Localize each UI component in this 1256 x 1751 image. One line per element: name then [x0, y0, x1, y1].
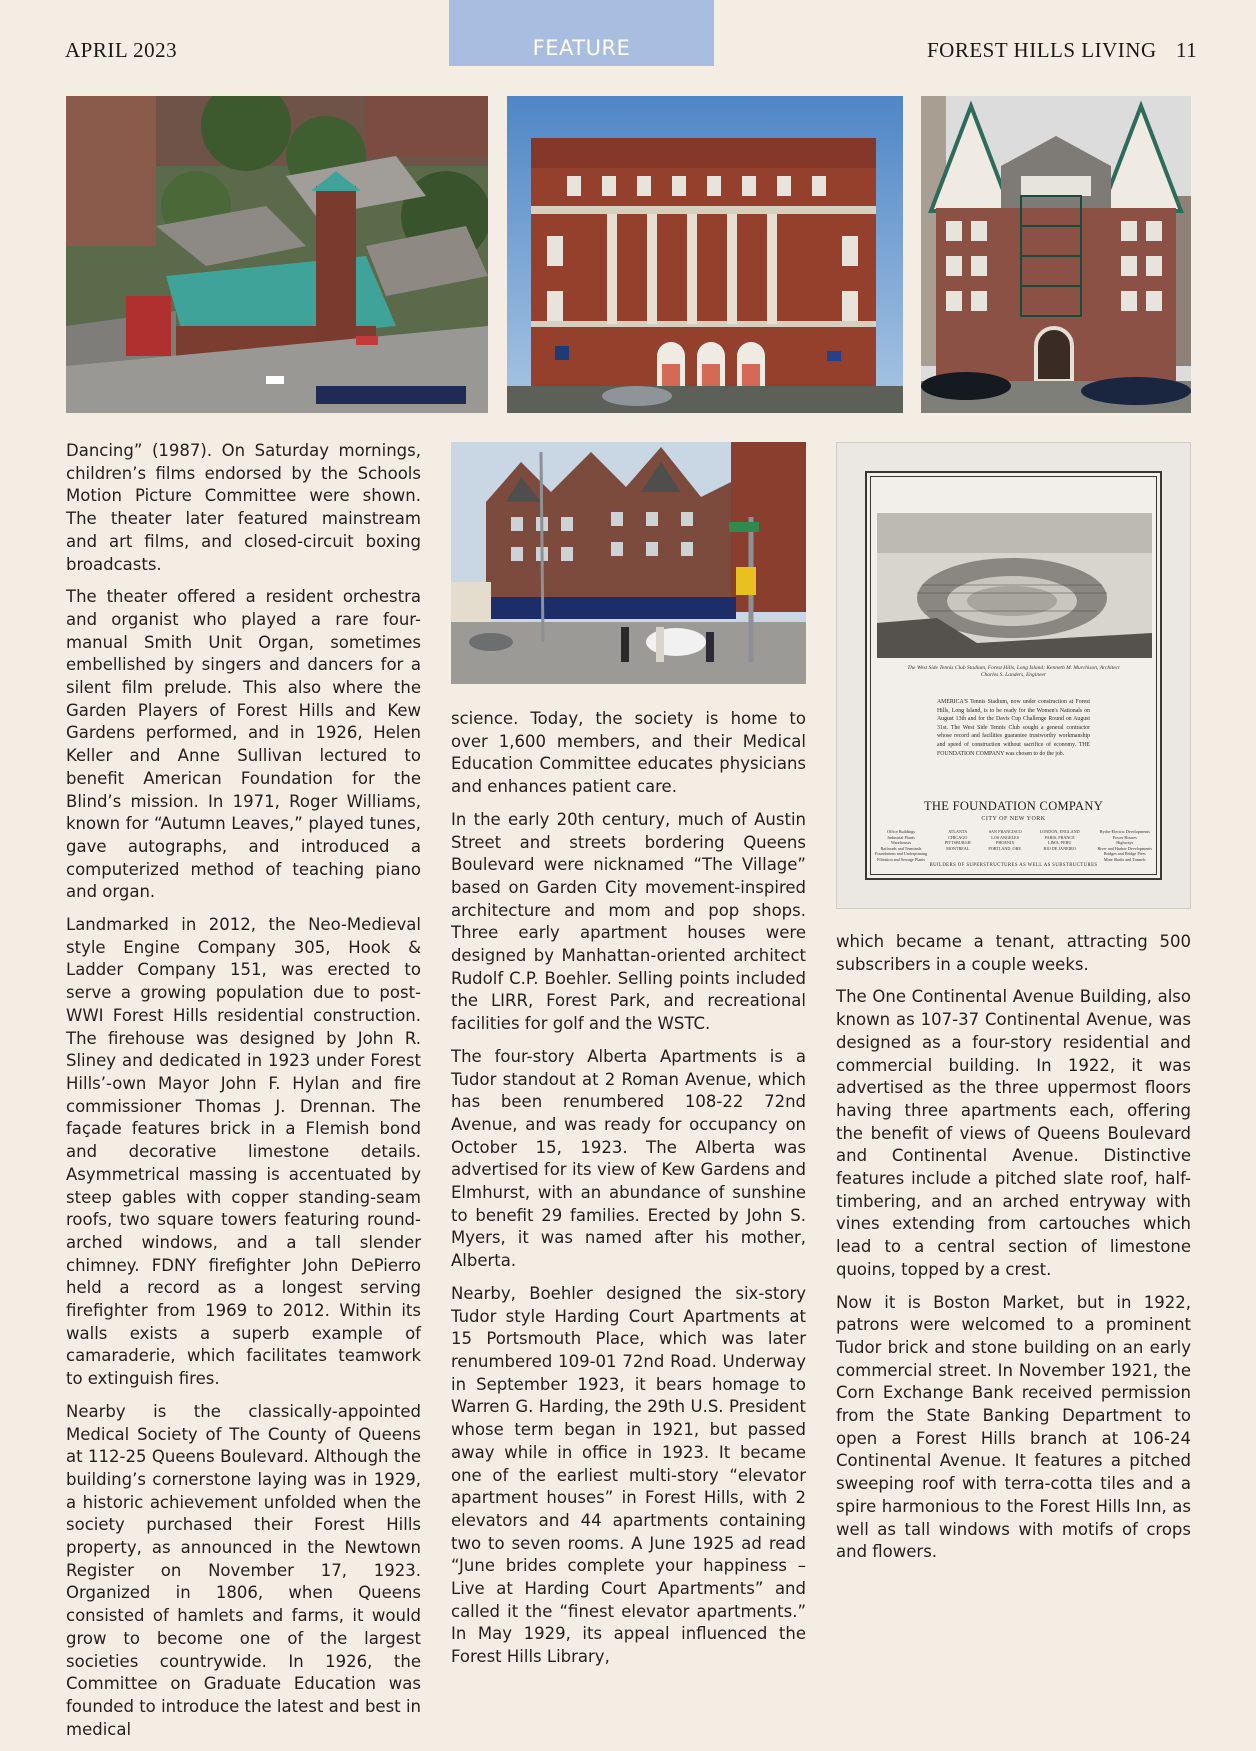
publication-name: FOREST HILLS LIVING: [927, 38, 1157, 62]
paragraph: The four-story Alberta Apartments is a Tudor standout at 2 Roman Avenue, which has been renumbered 108-22 72nd Avenue, and was ready for occupancy on October 15, 1923. The Alberta was advertised for its view of Kew Gardens and Elmhurst, with an abundance of sunshine to benefit 29 families. Erected by John S. Myers, it was named after his mother, Alberta.: [451, 1046, 806, 1271]
paragraph: In the early 20th century, much of Austin Street and streets bordering Queens Boulevard were nicknamed “The Village” based on Garden City movement-inspired architecture and mom and pop shops. Three early apartment houses were designed by Manhattan-oriented architect Rudolf C.P. Boehler. Selling points included the LIRR, Forest Park, and recreational facilities for golf and the WSTC.: [451, 809, 806, 1034]
ad-body-text: AMERICA'S Tennis Stadium, now under construction at Forest Hills, Long Island, is to be ready for the Women's Nationals on August 13th and for the Davis Cup Challenge Round on August 31st. The West Side Tennis Club sought a general contractor whose record and facilities guarantee trustworthy workmanship and speed of construction without sacrifice of economy. THE FOUNDATION COMPANY was chosen to do the job.: [937, 699, 1090, 757]
ad-caption: The West Side Tennis Club Stadium, Forest Hills, Long Island; Kenneth M. Murchison, Architect Charles S. Landers, Engineer: [907, 665, 1120, 678]
paragraph: Nearby is the classically-appointed Medical Society of The County of Queens at 112-25 Queens Boulevard. Although the building’s cornerstone laying was in 1929, a historic achievement unfolded when the society purchased their Forest Hills property, as announced in the Newtown Register on November 17, 1923. Organized in 1806, when Queens consisted of hamlets and farms, it would grow to become one of the largest societies countrywide. In 1926, the Committee on Graduate Education was founded to introduce the latest and best in medical: [66, 1401, 421, 1739]
article-column-3: [836, 931, 1191, 1574]
paragraph: Dancing” (1987). On Saturday mornings, children’s films endorsed by the Schools Motion Picture Committee were shown. The theater later featured mainstream and art films, and closed-circuit boxing broadcasts.: [66, 441, 421, 574]
ad-offices-group: ATLANTA CHICAGO PITTSBURGH MONTREAL: [944, 829, 971, 851]
paragraph: Landmarked in 2012, the Neo-Medieval style Engine Company 305, Hook & Ladder Company 151, was erected to serve a growing population due to post-WWI Forest Hills residential construction. The firehouse was designed by John R. Sliney and dedicated in 1923 under Forest Hills’-own Mayor John F. Hylan and fire commissioner Thomas J. Drennan. The façade features brick in a Flemish bond and decorative limestone details. Asymmetrical massing is accentuated by steep gables with copper standing-seam roofs, two square towers featuring round-arched windows, and a tall slender chimney. FDNY firefighter John DePierro held a record as a longest serving firefighter from 1969 to 2012. Within its walls exists a superb example of camaraderie, which facilitates teamwork to extinguish fires.: [66, 915, 421, 1389]
paragraph: Nearby, Boehler designed the six-story Tudor style Harding Court Apartments at 15 Portsmouth Place, which was later renumbered 109-01 72nd Road. Underway in September 1923, it bears homage to Warren G. Harding, the 29th U.S. President whose term began in 1921, but passed away while in office in 1923. It became one of the earliest multi-story “elevator apartment houses” in Forest Hills, with 2 elevators and 44 apartments containing two to seven rooms. A June 1925 ad read “June brides complete your happiness – Live at Harding Court Apartments” and called it the “finest elevator apartments.” In May 1929, its appeal influenced the Forest Hills Library,: [451, 1283, 806, 1667]
foundation-company-advertisement: [836, 442, 1191, 909]
aerial-firehouse-photo: [66, 96, 488, 413]
stadium-sketch-illustration: [877, 513, 1152, 658]
ad-offices-group: LONDON, ENGLAND PARIS, FRANCE LIMA, PERU RIO DE JANEIRO: [1039, 829, 1080, 851]
paragraph: The One Continental Avenue Building, also known as 107-37 Continental Avenue, was designed as a four-story residential and commercial building. In 1922, it was advertised as the three uppermost floors having three apartments each, offering the benefit of views of Queens Boulevard and Continental Avenue. Distinctive features include a pitched slate roof, half-timbering, and an arched entryway with vines extending from cartouches which lead to a central section of limestone quoins, topped by a crest.: [836, 987, 1191, 1279]
paragraph: which became a tenant, attracting 500 subscribers in a couple weeks.: [836, 932, 1191, 974]
article-column-1: [66, 440, 421, 1751]
ad-offices-group: SAN FRANCISCO LOS ANGELES PHOENIX PORTLAND, ORE.: [988, 829, 1022, 851]
section-tab: FEATURE: [449, 0, 714, 66]
medical-society-building-photo: [507, 96, 903, 413]
tudor-apartment-building-photo: [921, 96, 1191, 413]
paragraph: science. Today, the society is home to over 1,600 members, and their Medical Education Committee educates physicians and enhances patient care.: [451, 709, 806, 797]
page-number: 11: [1176, 38, 1198, 62]
street-corner-tudor-building-photo: [451, 442, 806, 684]
paragraph: The theater offered a resident orchestra and organist who played a rare four-manual Smith Unit Organ, sometimes embellished by singers and dancers for a silent film prelude. This also where the Garden Players of Forest Hills and Kew Gardens performed, and in 1926, Helen Keller and Anne Sullivan lectured to benefit American Foundation for the Blind’s mission. In 1971, Roger Williams, known for “Autumn Leaves,” played tunes, gave autographs, and introduced a computerized method of teaching piano and organ.: [66, 587, 421, 902]
ad-offices-group: Hydro-Electric Developments Power Houses Highways River and Harbor Developments Bridges and Bridge Piers Mine Shafts and Tunnels: [1097, 829, 1152, 862]
article-column-2: [451, 708, 806, 1679]
ad-company-name: THE FOUNDATION COMPANY: [923, 799, 1104, 813]
issue-date: APRIL 2023: [65, 38, 178, 62]
ad-footer-line: BUILDERS OF SUPERSTRUCTURES AS WELL AS SUBSTRUCTURES: [929, 863, 1098, 868]
ad-border: [865, 471, 1162, 880]
ad-offices-group: Office Buildings Industrial Plants Warehouses Railroads and Terminals Foundations and Underpinning Filtration and Sewage Plants: [875, 829, 928, 862]
paragraph: Now it is Boston Market, but in 1922, patrons were welcomed to a prominent Tudor brick and stone building on an early commercial street. In November 1921, the Corn Exchange Bank received permission from the State Banking Department to open a Forest Hills branch at 106-24 Continental Avenue. It features a pitched sweeping roof with terra-cotta tiles and a spire harmonious to the Forest Hills Inn, as well as tall windows with motifs of crops and flowers.: [836, 1292, 1191, 1562]
ad-company-city: CITY OF NEW YORK: [981, 816, 1046, 822]
ad-offices-list: [875, 829, 1152, 862]
